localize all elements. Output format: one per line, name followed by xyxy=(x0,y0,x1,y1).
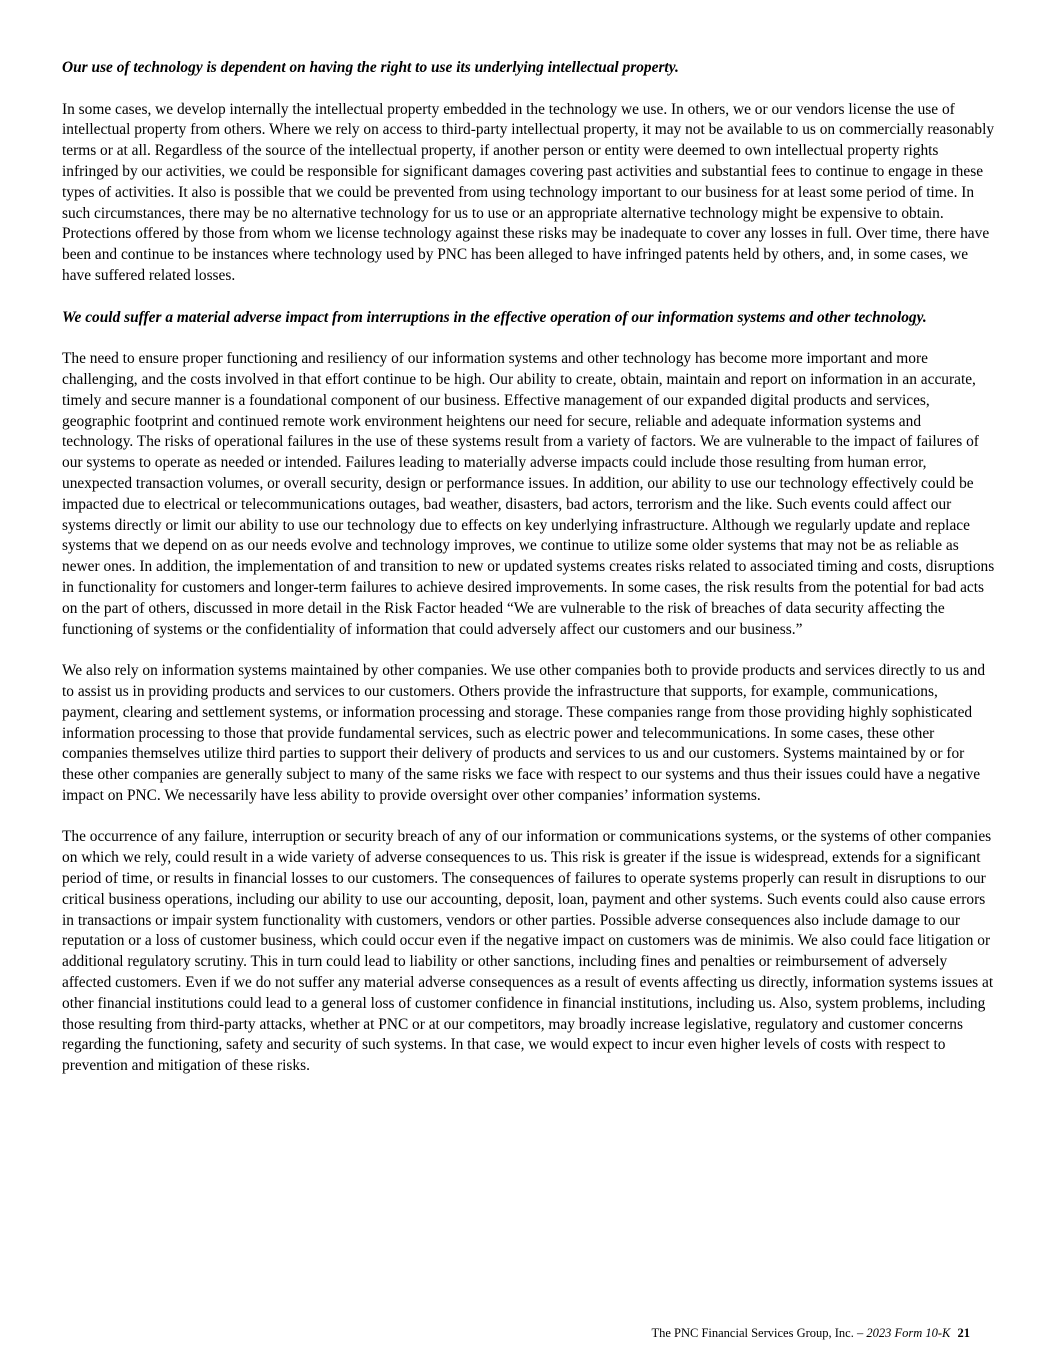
footer-company: The PNC Financial Services Group, Inc. – xyxy=(651,1326,864,1340)
footer-form: 2023 Form 10-K xyxy=(866,1326,951,1340)
paragraph-systems-3: The occurrence of any failure, interruption or security breach of any of our information or communications systems, or the systems of other companies on which we rely, could result in a wide variety of adverse consequences to us. This risk is greater if the issue is widespread, extends for a significant period of time, or results in financial losses to our customers. The consequences of failures to operate systems properly can result in disruptions to our critical business operations, including our ability to use our accounting, deposit, loan, payment and other systems. Such events could also cause errors in transactions or impair system functionality with customers, vendors or other parties. Possible adverse consequences also include damage to our reputation or a loss of customer business, which could occur even if the negative impact on customers was de minimis. We also could face litigation or additional regulatory scrutiny. This in turn could lead to liability or other sanctions, including fines and penalties or reimbursement of adversely affected customers. Even if we do not suffer any material adverse consequences as a result of events affecting us directly, information systems issues at other financial institutions could lead to a general loss of customer confidence in financial institutions, including us. Also, system problems, including those resulting from third-party attacks, whether at PNC or at our competitors, may broadly increase legislative, regulatory and customer concerns regarding the functioning, safety and security of such systems. In that case, we would expect to incur even higher levels of costs with respect to prevention and mitigation of these risks. xyxy=(62,828,994,1075)
page-number: 21 xyxy=(957,1326,970,1340)
paragraph-systems-1: The need to ensure proper functioning and resiliency of our information systems and other technology has become more important and more challenging, and the costs involved in that effort continue to be high. Our ability to create, obtain, maintain and report on information in an accurate, timely and secure manner is a foundational component of our business. Effective management of our expanded digital products and services, geographic footprint and continued remote work environment heightens our need for secure, reliable and adequate information systems and technology. The risks of operational failures in the use of these systems result from a variety of factors. We are vulnerable to the impact of failures of our systems to operate as needed or intended. Failures leading to materially adverse impacts could include those resulting from human error, unexpected transaction volumes, or overall security, design or performance issues. In addition, our ability to use our technology effectively could be impacted due to electrical or telecommunications outages, bad weather, disasters, bad actors, terrorism and the like. Such events could affect our systems directly or limit our ability to use our technology due to effects on key underlying infrastructure. Although we regularly update and replace systems that we depend on as our needs evolve and technology improves, we continue to utilize some older systems that may not be as reliable as newer ones. In addition, the implementation of and transition to new or updated systems creates risks related to associated timing and costs, disruptions in functionality for customers and longer-term failures to achieve desired improvements. In some cases, the risk results from the potential for bad acts on the part of others, discussed in more detail in the Risk Factor headed “We are vulnerable to the risk of breaches of data security affecting the functioning of systems or the confidentiality of information that could adversely affect our customers and our business.” xyxy=(62,350,995,638)
section-heading-systems: We could suffer a material adverse impact from interruptions in the effective operation of our information systems and other technology. xyxy=(62,308,927,326)
section-heading-ip: Our use of technology is dependent on having the right to use its underlying intellectual property. xyxy=(62,59,679,76)
paragraph-ip: In some cases, we develop internally the intellectual property embedded in the technology we use. In others, we or our vendors license the use of intellectual property from others. Where we rely on access to third-party intellectual property, it may not be available to us on commercially reasonably terms or at all. Regardless of the source of the intellectual property, if another person or entity were deemed to own intellectual property rights infringed by our activities, we could be responsible for significant damages covering past activities and substantial fees to continue to engage in these types of activities. It also is possible that we could be prevented from using technology important to our business for at least some period of time. In such circumstances, there may be no alternative technology for us to use or an appropriate alternative technology might be expensive to obtain. Protections offered by those from whom we license technology against these risks may be inadequate to cover any losses in full. Over time, there have been and continue to be instances where technology used by PNC has been alleged to have infringed patents held by others, and, in some cases, we have suffered related losses. xyxy=(62,100,995,284)
page-footer xyxy=(651,1325,970,1341)
paragraph-systems-2: We also rely on information systems maintained by other companies. We use other companies both to provide products and services directly to us and to assist us in providing products and services to our customers. Others provide the infrastructure that supports, for example, communications, payment, clearing and settlement systems, or information processing and storage. These companies range from those providing highly sophisticated information processing to those that provide fundamental services, such as electric power and telecommunications. In some cases, these other companies themselves utilize third parties to support their delivery of products and services to us and our customers. Systems maintained by or for these other companies are generally subject to many of the same risks we face with respect to our systems and thus their issues could have a negative impact on PNC. We necessarily have less ability to provide oversight over other companies’ information systems. xyxy=(62,662,986,804)
document-body xyxy=(62,58,996,1077)
